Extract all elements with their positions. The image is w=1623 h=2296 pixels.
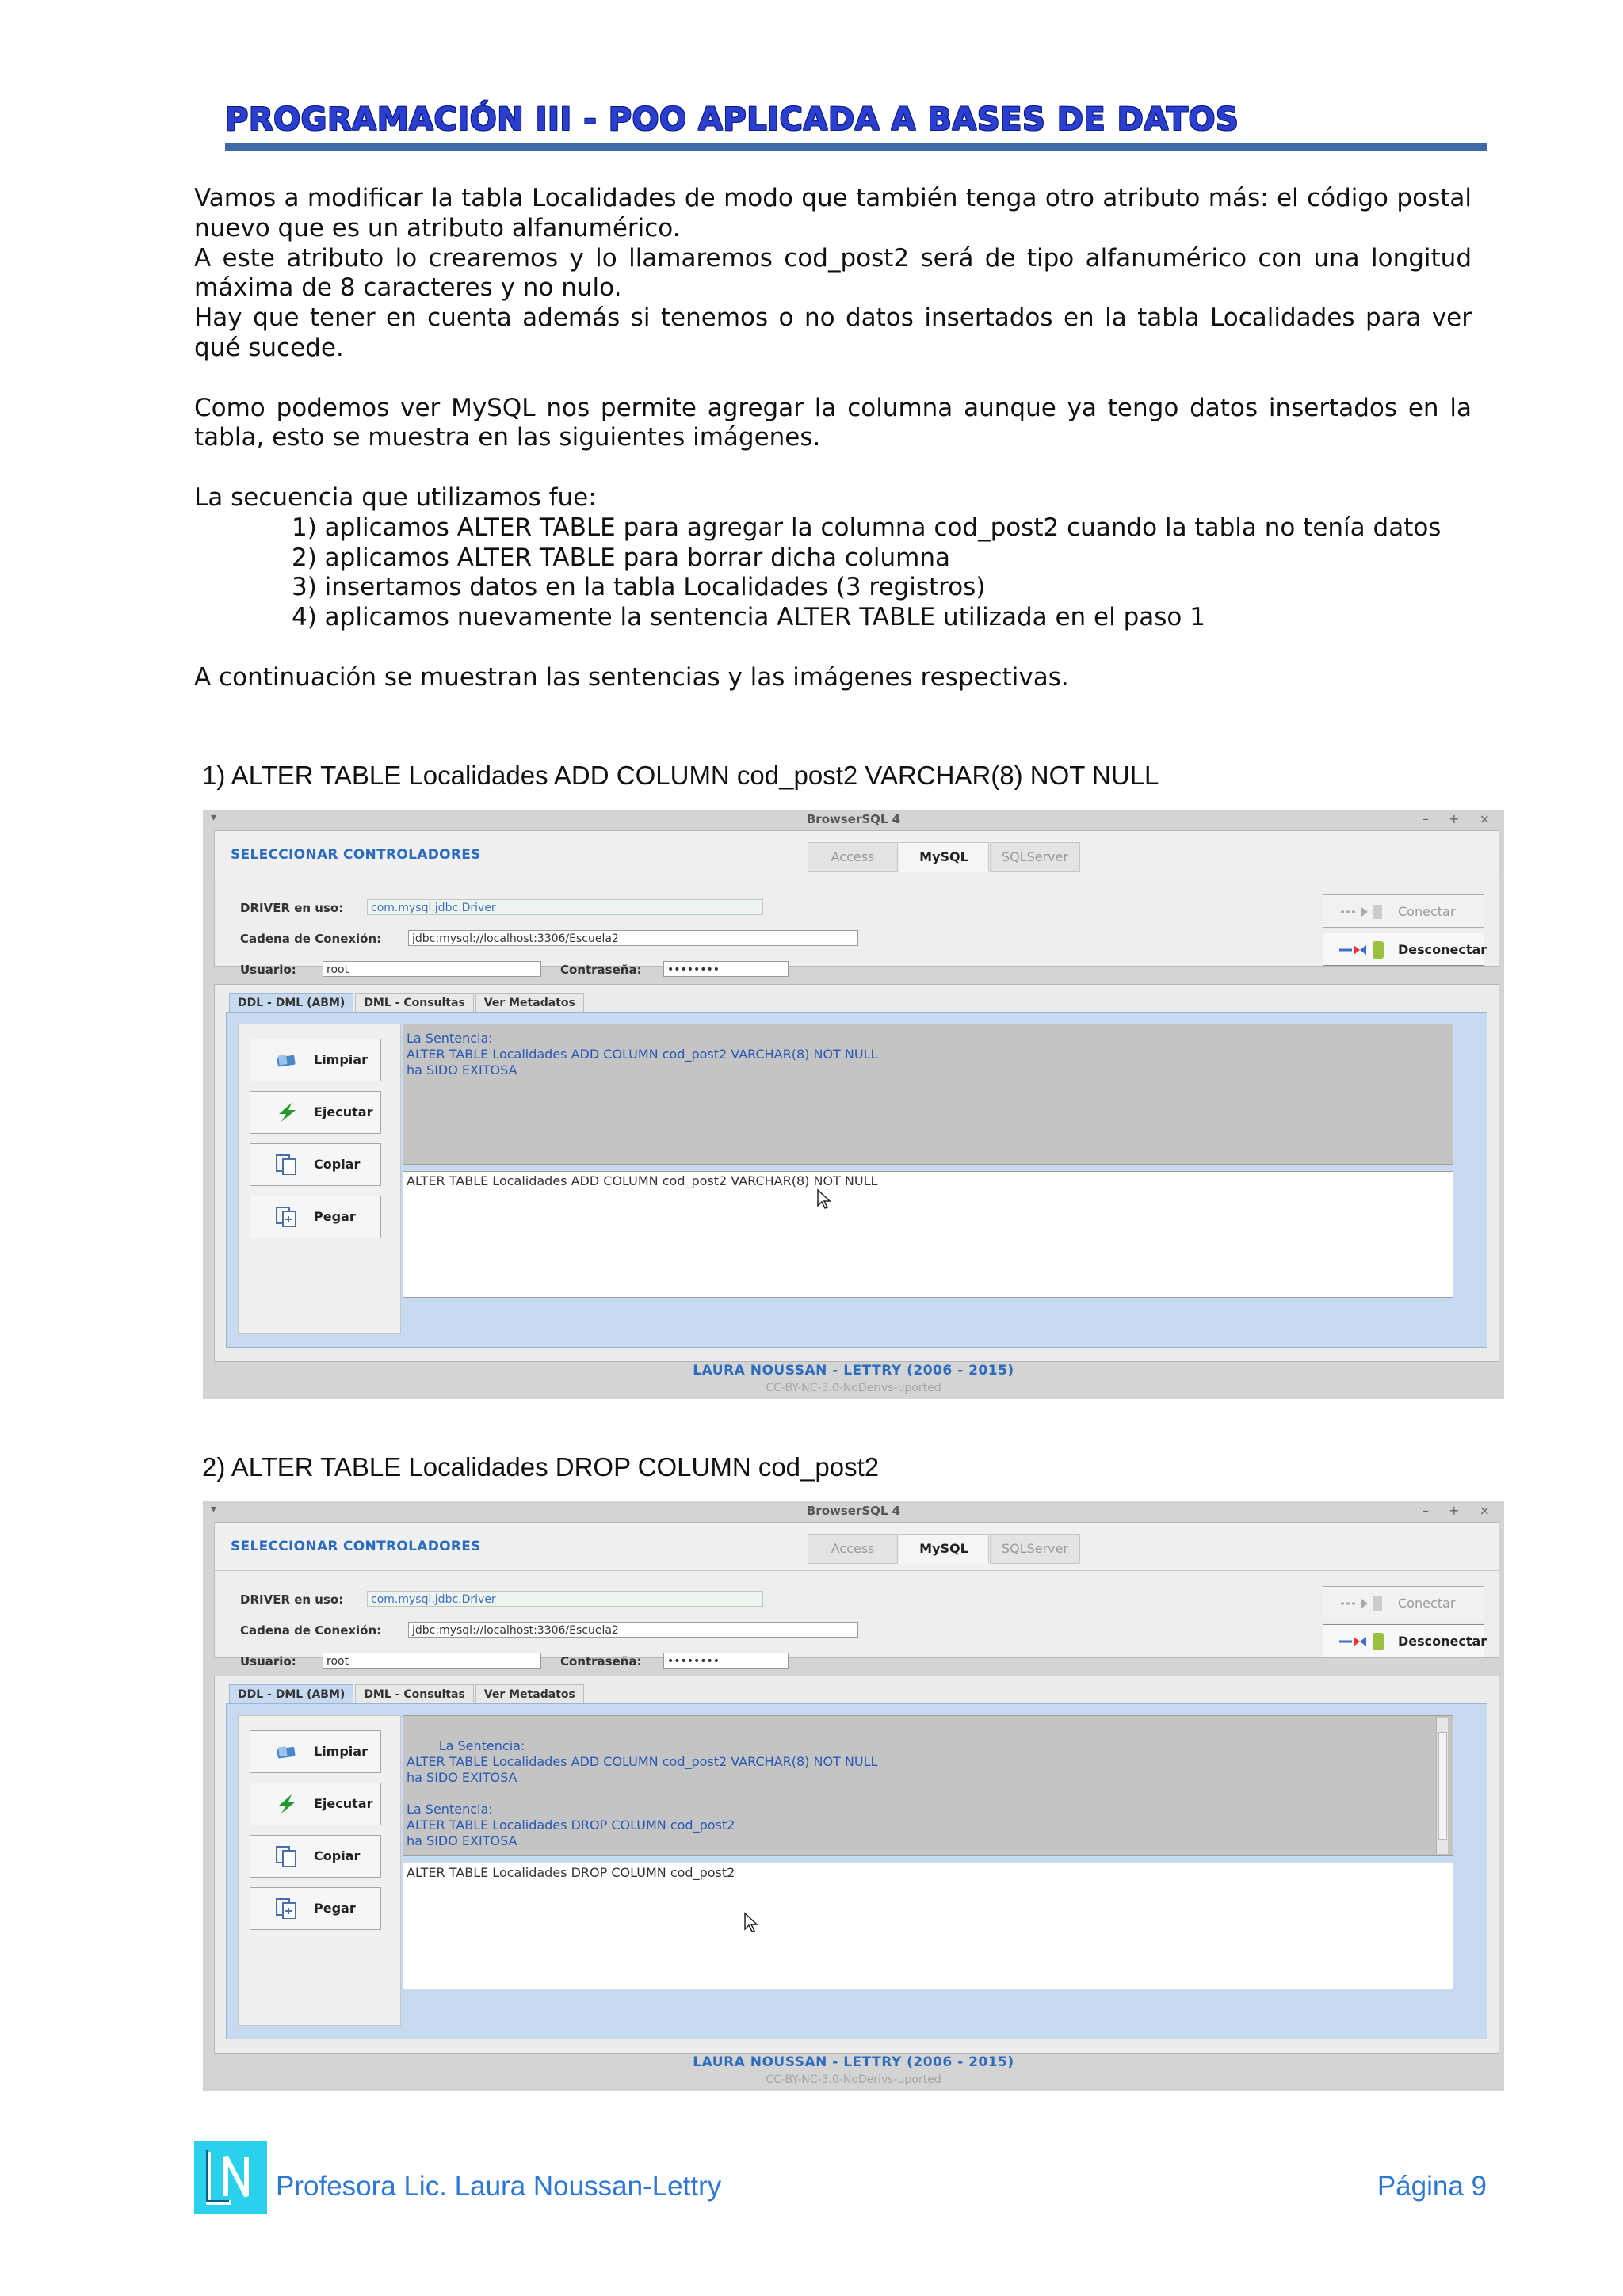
execute-label: Ejecutar — [314, 1796, 373, 1811]
document-title: PROGRAMACIÓN III - POO APLICADA A BASES DE DATOS — [225, 101, 1239, 138]
app-window-2 — [203, 1501, 1504, 2091]
body-text — [194, 184, 1472, 693]
window-menu-icon[interactable]: ▾ — [211, 811, 217, 824]
clear-button[interactable] — [250, 1730, 381, 1773]
step-item: 1) aplicamos ALTER TABLE para agregar la columna cod_post2 cuando la tabla no tenía datos — [292, 513, 1442, 542]
paste-label: Pegar — [314, 1209, 356, 1224]
password-input[interactable]: •••••••• — [663, 1653, 789, 1669]
page-number: Página 9 — [1377, 2171, 1487, 2202]
window-titlebar — [203, 1501, 1504, 1522]
tab-dml-queries[interactable]: DML - Consultas — [355, 1684, 473, 1705]
connection-panel — [214, 1522, 1499, 1669]
mouse-cursor-icon — [816, 1188, 831, 1209]
tab-metadata[interactable]: Ver Metadatos — [475, 993, 584, 1013]
author-logo-icon — [194, 2141, 267, 2214]
disconnect-button[interactable] — [1323, 1624, 1487, 1657]
lightning-icon — [274, 1794, 300, 1814]
operations-panel — [214, 984, 1499, 1362]
disconnect-icon — [1338, 1630, 1390, 1653]
tab-content — [226, 1703, 1487, 2039]
copy-icon — [274, 1154, 300, 1175]
copy-label: Copiar — [314, 1157, 361, 1172]
select-drivers-label: SELECCIONAR CONTROLADORES — [231, 847, 481, 863]
connection-string-label: Cadena de Conexión: — [240, 1623, 382, 1638]
user-label: Usuario: — [240, 1654, 296, 1669]
driver-field: com.mysql.jdbc.Driver — [367, 1591, 763, 1607]
tab-mysql[interactable]: MySQL — [899, 1534, 989, 1564]
window-title: BrowserSQL 4 — [806, 1504, 901, 1518]
user-input[interactable]: root — [323, 961, 541, 977]
disconnect-label: Desconectar — [1398, 942, 1487, 957]
disconnect-label: Desconectar — [1398, 1634, 1487, 1649]
caption-2: 2) ALTER TABLE Localidades DROP COLUMN cod_post2 — [202, 1452, 880, 1482]
connect-label: Conectar — [1398, 1596, 1456, 1611]
paragraph-6: A continuación se muestran las sentencias y las imágenes respectivas. — [194, 662, 1069, 692]
execute-button[interactable] — [250, 1783, 381, 1825]
connect-icon — [1338, 902, 1390, 921]
clear-label: Limpiar — [314, 1052, 368, 1067]
action-sidebar — [238, 1024, 401, 1334]
tab-sqlserver[interactable]: SQLServer — [990, 1534, 1080, 1564]
paragraph-4: Como podemos ver MySQL nos permite agregar la columna aunque ya tengo datos insertados en la tabla, esto se muestra en las siguientes imágenes. — [194, 393, 1472, 452]
result-output-text: La Sentencia: ALTER TABLE Localidades ADD COLUMN cod_post2 VARCHAR(8) NOT NULL ha SIDO EXITOSA La Sentencia: ALTER TABLE Localidades DROP COLUMN cod_post2 ha SIDO EXITOSA — [407, 1738, 878, 1848]
caption-1: 1) ALTER TABLE Localidades ADD COLUMN cod_post2 VARCHAR(8) NOT NULL — [202, 761, 1159, 790]
connection-string-label: Cadena de Conexión: — [240, 932, 382, 946]
connection-string-input[interactable]: jdbc:mysql://localhost:3306/Escuela2 — [408, 1622, 858, 1638]
paste-button[interactable] — [250, 1887, 381, 1930]
eraser-icon — [274, 1741, 300, 1762]
driver-label: DRIVER en uso: — [240, 1592, 344, 1607]
window-menu-icon[interactable]: ▾ — [211, 1503, 217, 1516]
title-rule — [225, 143, 1487, 151]
connect-label: Conectar — [1398, 904, 1456, 919]
tab-ddl-dml[interactable]: DDL - DML (ABM) — [229, 1684, 353, 1705]
connect-button[interactable] — [1323, 894, 1484, 928]
step-item: 3) insertamos datos en la tabla Localidades (3 registros) — [292, 573, 986, 602]
paragraph-1: Vamos a modificar la tabla Localidades de modo que también tenga otro atributo más: el código postal nuevo que es un atributo alfanumérico. — [194, 184, 1472, 242]
copy-button[interactable] — [250, 1143, 381, 1186]
eraser-icon — [274, 1050, 300, 1070]
copy-button[interactable] — [250, 1835, 381, 1878]
driver-field: com.mysql.jdbc.Driver — [367, 899, 763, 915]
result-output — [403, 1715, 1453, 1856]
user-label: Usuario: — [240, 963, 296, 977]
tab-sqlserver[interactable]: SQLServer — [990, 842, 1080, 872]
clear-button[interactable] — [250, 1039, 381, 1081]
connection-panel — [214, 830, 1499, 977]
connect-button[interactable] — [1323, 1586, 1484, 1619]
copy-icon — [274, 1846, 300, 1867]
tab-access[interactable]: Access — [808, 1534, 898, 1564]
tab-dml-queries[interactable]: DML - Consultas — [355, 993, 473, 1013]
select-drivers-label: SELECCIONAR CONTROLADORES — [231, 1539, 481, 1554]
tab-ddl-dml[interactable]: DDL - DML (ABM) — [229, 993, 353, 1013]
execute-label: Ejecutar — [314, 1104, 373, 1119]
password-label: Contraseña: — [560, 963, 642, 977]
sql-input[interactable]: ALTER TABLE Localidades DROP COLUMN cod_post2 — [403, 1863, 1453, 1989]
db-tabs — [808, 1534, 1081, 1564]
paragraph-3: Hay que tener en cuenta además si tenemos o no datos insertados en la tabla Localidades para ver qué sucede. — [194, 303, 1472, 362]
window-titlebar — [203, 810, 1504, 830]
password-input[interactable]: •••••••• — [663, 961, 789, 977]
copy-label: Copiar — [314, 1848, 361, 1863]
step-item: 2) aplicamos ALTER TABLE para borrar dicha columna — [292, 543, 951, 572]
paste-icon — [274, 1898, 300, 1919]
paste-icon — [274, 1207, 300, 1227]
window-controls[interactable]: – + × — [1423, 811, 1498, 826]
disconnect-button[interactable] — [1323, 933, 1487, 966]
paste-button[interactable] — [250, 1196, 381, 1238]
user-input[interactable]: root — [323, 1653, 541, 1669]
app-window-1 — [203, 810, 1504, 1399]
connect-icon — [1338, 1594, 1390, 1613]
driver-label: DRIVER en uso: — [240, 901, 344, 915]
paragraph-5: La secuencia que utilizamos fue: — [194, 482, 597, 512]
scrollbar-thumb[interactable] — [1438, 1732, 1447, 1840]
footer-author: Profesora Lic. Laura Noussan-Lettry — [276, 2171, 722, 2202]
tab-access[interactable]: Access — [808, 842, 898, 872]
step-item: 4) aplicamos nuevamente la sentencia ALTER TABLE utilizada en el paso 1 — [292, 603, 1205, 632]
window-controls[interactable]: – + × — [1423, 1503, 1498, 1518]
tab-metadata[interactable]: Ver Metadatos — [475, 1684, 584, 1705]
execute-button[interactable] — [250, 1091, 381, 1134]
output-scrollbar[interactable] — [1436, 1718, 1448, 1854]
app-footer-license: CC-BY-NC-3.0-NoDerivs-uported — [766, 1382, 941, 1394]
result-output: La Sentencia: ALTER TABLE Localidades ADD COLUMN cod_post2 VARCHAR(8) NOT NULL ha SIDO EXITOSA — [403, 1024, 1453, 1165]
app-footer-license: CC-BY-NC-3.0-NoDerivs-uported — [766, 2073, 941, 2086]
clear-label: Limpiar — [314, 1744, 368, 1759]
paste-label: Pegar — [314, 1901, 356, 1916]
sql-input[interactable]: ALTER TABLE Localidades ADD COLUMN cod_post2 VARCHAR(8) NOT NULL — [403, 1171, 1453, 1298]
password-label: Contraseña: — [560, 1654, 642, 1669]
mouse-cursor-icon — [743, 1912, 758, 1932]
connection-string-input[interactable]: jdbc:mysql://localhost:3306/Escuela2 — [408, 930, 858, 946]
app-footer-author: LAURA NOUSSAN - LETTRY (2006 - 2015) — [693, 1363, 1014, 1379]
window-title: BrowserSQL 4 — [806, 812, 901, 826]
tab-mysql[interactable]: MySQL — [899, 842, 989, 872]
operations-panel — [214, 1676, 1499, 2054]
lightning-icon — [274, 1102, 300, 1123]
paragraph-2: A este atributo lo crearemos y lo llamaremos cod_post2 será de tipo alfanumérico con una longitud máxima de 8 caracteres y no nulo. — [194, 243, 1472, 303]
tab-content — [226, 1012, 1487, 1348]
action-sidebar — [238, 1715, 401, 2026]
db-tabs — [808, 842, 1081, 872]
app-footer-author: LAURA NOUSSAN - LETTRY (2006 - 2015) — [693, 2054, 1014, 2070]
disconnect-icon — [1338, 939, 1390, 961]
